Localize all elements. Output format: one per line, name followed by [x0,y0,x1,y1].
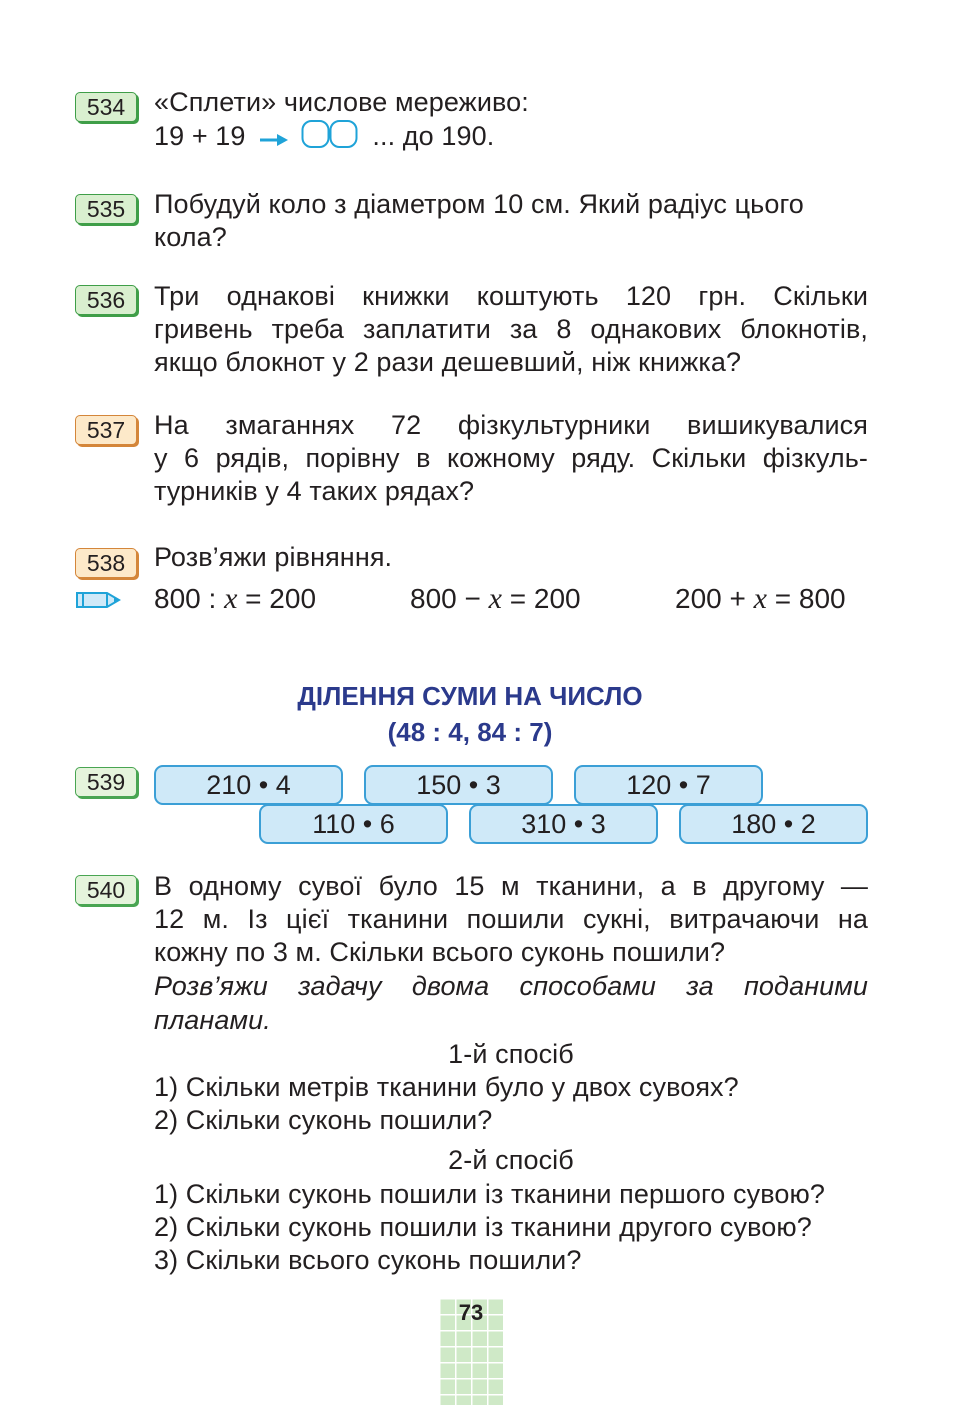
task-540-line-2: 12 м. Із цієї тканини пошили сукні, витрачаючи на [154,904,868,934]
task-number-534: 534 [75,92,137,122]
section-subtitle: (48 : 4, 84 : 7) [387,717,553,747]
expression-card: 310 • 3 [469,804,658,844]
equation-2 [410,582,581,616]
task-534-ending: ... до 190. [372,121,495,152]
task-535-line-1: Побудуй коло з діаметром 10 см. Який радіус цього [154,189,804,219]
task-534-line-2 [154,119,868,157]
task-534-line-1: «Сплети» числове мереживо: [154,87,529,117]
task-540-instruction-2: планами. [154,1005,271,1035]
task-number-540: 540 [75,875,137,905]
task-number-539: 539 [75,767,137,797]
way-2-title: 2-й спосіб [448,1145,574,1175]
pencil-icon [75,588,121,617]
equation-1-right: = 200 [237,583,317,614]
task-number-535: 535 [75,194,137,224]
way-1-step-1: 1) Скільки метрів тканини було у двох сувоях? [154,1072,739,1102]
task-536-line-3: якщо блокнот у 2 рази дешевший, ніж книжка? [154,347,742,377]
task-540-instruction-1: Розв’яжи задачу двома способами за поданими [154,971,868,1001]
expression-card: 120 • 7 [574,765,763,805]
right-arrow-icon [259,122,289,155]
equation-3 [675,582,846,616]
equation-2-right: = 200 [501,583,581,614]
way-1-title: 1-й спосіб [448,1039,574,1069]
task-537-line-1: На змаганнях 72 фізкультурники вишикувалися [154,410,868,440]
two-digit-boxes-icon [301,119,359,157]
task-537-line-2: у 6 рядів, порівну в кожному ряду. Скільки фізкуль- [154,443,868,473]
equation-1-variable: x [224,582,238,615]
task-538-instruction: Розв’яжи рівняння. [154,542,393,572]
expression-card: 150 • 3 [364,765,553,805]
task-number-538: 538 [75,548,137,578]
expression-card: 110 • 6 [259,804,448,844]
equation-3-variable: x [753,582,767,615]
equation-2-variable: x [488,582,502,615]
page-number: 73 [458,1300,484,1325]
way-2-step-3: 3) Скільки всього суконь пошили? [154,1245,582,1275]
task-540-line-3: кожну по 3 м. Скільки всього суконь пошили? [154,937,726,967]
task-537-line-3: турників у 4 таких рядах? [154,476,475,506]
equation-1 [154,582,316,616]
task-540-line-1: В одному сувої було 15 м тканини, а в другому — [154,871,868,901]
way-2-step-2: 2) Скільки суконь пошили із тканини другого сувою? [154,1212,812,1242]
equation-3-left: 200 + [675,583,754,614]
task-number-536: 536 [75,285,137,315]
way-2-step-1: 1) Скільки суконь пошили із тканини першого сувою? [154,1179,825,1209]
way-1-step-2: 2) Скільки суконь пошили? [154,1105,493,1135]
equation-1-left: 800 : [154,583,225,614]
equation-2-left: 800 − [410,583,489,614]
section-title: ДІЛЕННЯ СУМИ НА ЧИСЛО [297,681,643,711]
task-534-expression: 19 + 19 [154,121,246,152]
task-number-537: 537 [75,415,137,445]
task-536-line-2: гривень треба заплатити за 8 однакових блокнотів, [154,314,868,344]
equation-3-right: = 800 [766,583,846,614]
expression-card: 210 • 4 [154,765,343,805]
task-536-line-1: Три однакові книжки коштують 120 грн. Скільки [154,281,868,311]
expression-card: 180 • 2 [679,804,868,844]
task-535-line-2: кола? [154,222,227,252]
